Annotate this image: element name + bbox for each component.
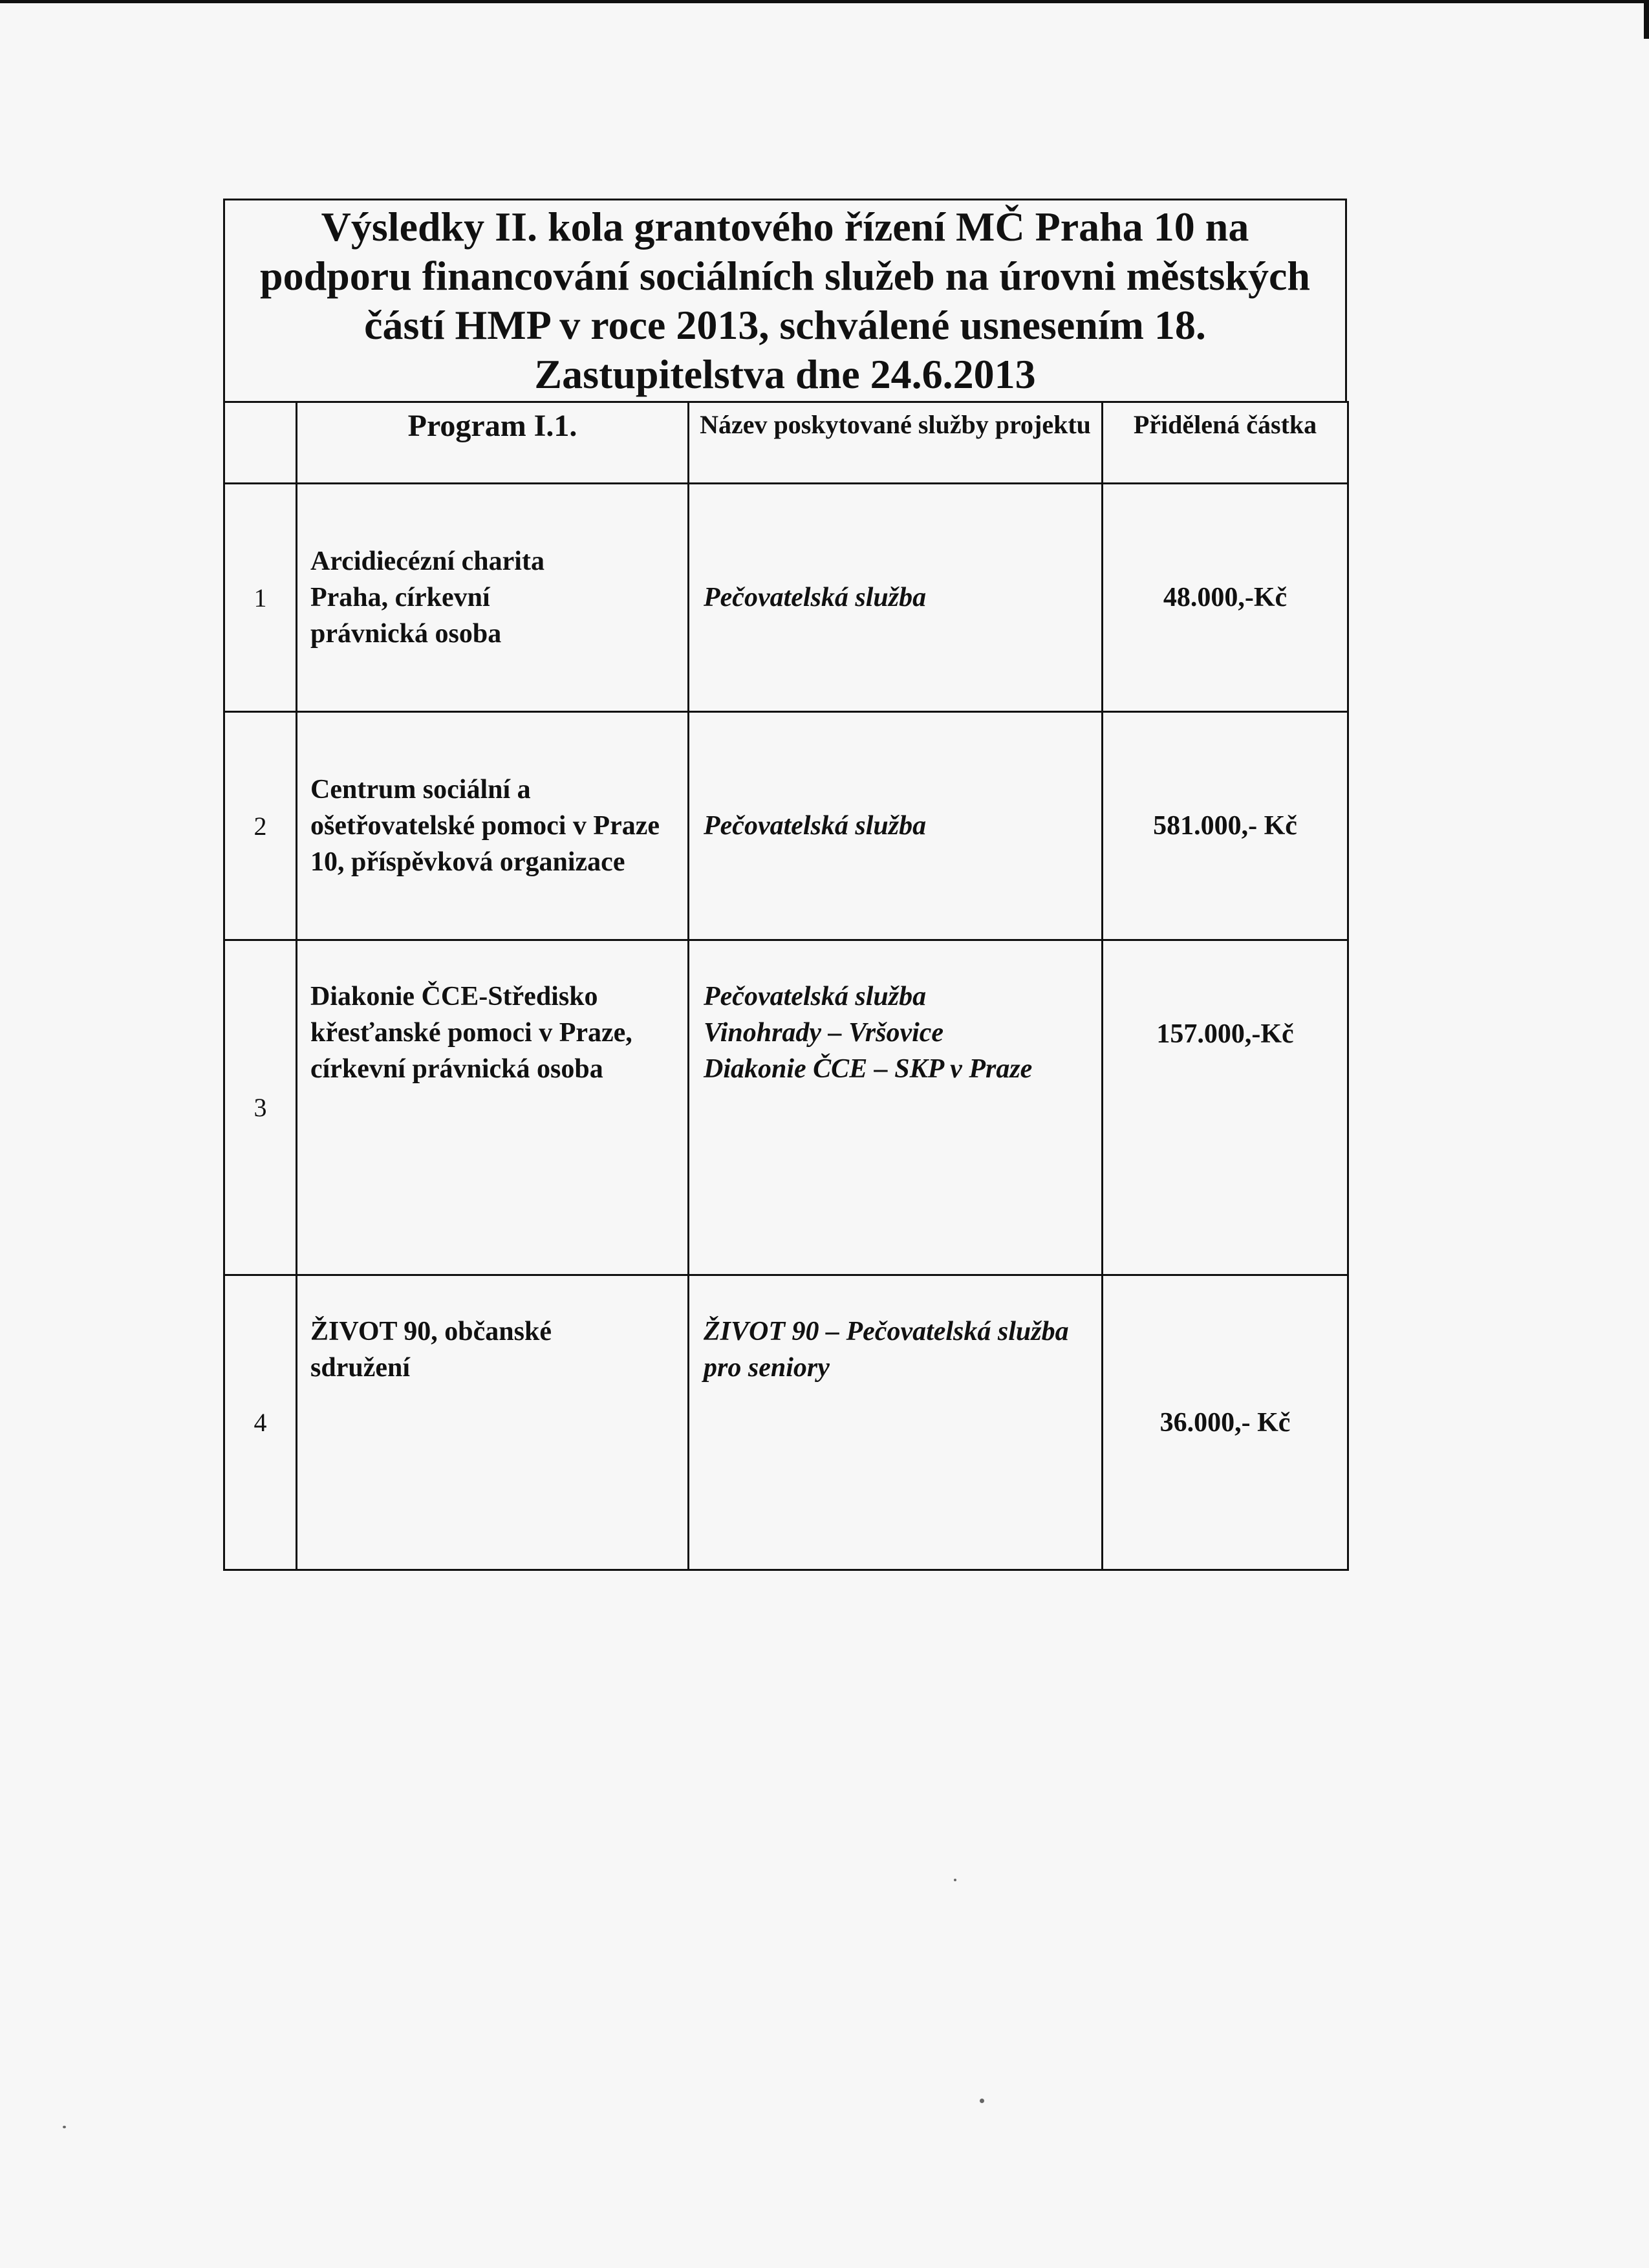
title-box	[223, 199, 1347, 401]
document-sheet	[223, 199, 1347, 1571]
table-header-row	[224, 402, 1348, 484]
row-number: 3	[224, 940, 297, 1275]
scan-speck	[980, 2099, 984, 2103]
row-amount: 48.000,-Kč	[1103, 484, 1348, 712]
row-amount: 157.000,-Kč	[1103, 940, 1348, 1275]
row-organization: Arcidiecézní charita Praha, církevní právnická osoba	[297, 484, 689, 712]
document-title: Výsledky II. kola grantového řízení MČ Praha 10 na podporu financování sociálních služeb na úrovni městských částí HMP v roce 2013, schválené usnesením 18. Zastupitelstva dne 24.6.2013	[259, 204, 1311, 397]
scan-speck	[63, 2126, 66, 2128]
header-service: Název poskytované služby projektu	[689, 402, 1103, 484]
row-organization: Centrum sociální a ošetřovatelské pomoci v Praze 10, příspěvková organizace	[297, 712, 689, 940]
grant-results-table	[223, 401, 1349, 1571]
header-program: Program I.1.	[297, 402, 689, 484]
row-service: Pečovatelská služba Vinohrady – Vršovice Diakonie ČCE – SKP v Praze	[689, 940, 1103, 1275]
row-amount: 36.000,- Kč	[1103, 1275, 1348, 1570]
scan-right-edge	[1644, 0, 1649, 39]
scan-speck	[954, 1879, 956, 1881]
row-service: Pečovatelská služba	[689, 712, 1103, 940]
table-row	[224, 940, 1348, 1275]
scan-top-edge	[0, 0, 1649, 3]
row-number: 1	[224, 484, 297, 712]
table-row	[224, 484, 1348, 712]
row-number: 4	[224, 1275, 297, 1570]
row-service: Pečovatelská služba	[689, 484, 1103, 712]
row-organization: ŽIVOT 90, občanské sdružení	[297, 1275, 689, 1570]
table-row	[224, 1275, 1348, 1570]
header-amount: Přidělená částka	[1103, 402, 1348, 484]
row-amount: 581.000,- Kč	[1103, 712, 1348, 940]
row-organization: Diakonie ČCE-Středisko křesťanské pomoci v Praze, církevní právnická osoba	[297, 940, 689, 1275]
row-number: 2	[224, 712, 297, 940]
table-row	[224, 712, 1348, 940]
row-service: ŽIVOT 90 – Pečovatelská služba pro seniory	[689, 1275, 1103, 1570]
header-number	[224, 402, 297, 484]
